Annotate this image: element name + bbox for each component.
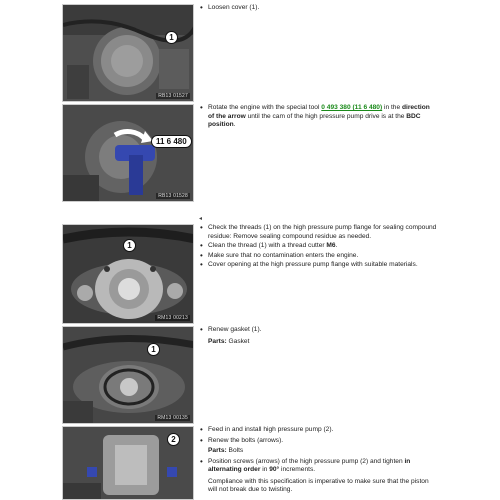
compliance-note: Compliance with this specification is imperative to make sure that the piston will not break due to twisting. [208,477,429,493]
text-run: in the [382,104,402,111]
engine-photo-2 [63,105,194,202]
instruction-bullet [199,104,437,130]
callout-1: 1 [165,31,178,44]
parts-label: Parts: [208,447,227,454]
callout-1: 1 [123,239,136,252]
instruction-bullet: • Check the threads (1) on the high pressure pump flange for sealing compound residue: Remove sealing compound residue as needed. [199,224,437,241]
text-run: increments. [279,466,316,473]
text-run: Rotate the engine with the special tool [208,104,322,111]
special-tool-tag: 11 6 480 [151,135,192,148]
instruction-bullet [199,458,437,475]
image-reference: RB13 01527 [158,93,188,99]
engine-photo-1 [63,5,194,102]
instruction-bullet [199,242,437,251]
instruction-bullet: • Renew the bolts (arrows). [199,437,437,446]
engine-photo-4 [63,327,194,424]
text-run: until the cam of the high pressure pump drive is at the [245,112,407,120]
step-loosen-cover [199,4,437,13]
photo-renew-gasket [62,326,194,424]
photo-rotate-engine [62,104,194,202]
text-run: Clean the thread (1) with a thread cutter [208,242,327,249]
step-rotate-engine [199,104,437,130]
instruction-bullet: • Renew gasket (1). [199,326,437,335]
bold-text: M6 [326,242,336,249]
bold-text: 90° [269,466,280,473]
callout-2: 2 [167,433,180,446]
parts-value: Bolts [228,447,244,454]
photo-install-pump [62,426,194,500]
step-install-pump [199,426,437,495]
image-reference: RM13 00213 [157,315,188,321]
text-run: in [260,466,270,473]
bold-text: in alternating order [208,457,411,473]
instruction-bullet: • Feed in and install high pressure pump (2). [199,426,437,435]
parts-line [199,338,437,347]
step-check-threads [199,224,437,270]
callout-1: 1 [147,343,160,356]
instruction-bullet: • Cover opening at the high pressure pump flange with suitable materials. [199,261,437,270]
step-renew-gasket [199,326,437,346]
parts-label: Parts: [208,337,227,345]
section-marker: ◂ [199,216,203,222]
instruction-bullet: • Loosen cover (1). [199,4,437,13]
text-run: Position screws (arrows) of the high pressure pump (2) and tighten [208,457,405,465]
bold-text: direction of the arrow [208,104,430,120]
image-reference: RM13 00135 [157,415,188,421]
photo-check-threads [62,224,194,324]
text-run: . [335,242,338,249]
photo-loosen-cover [62,4,194,102]
image-reference: RB13 01528 [158,193,188,199]
parts-value: Gasket [228,337,250,345]
parts-line [199,447,437,456]
text-run: . [233,121,236,128]
instruction-bullet: • Make sure that no contamination enters the engine. [199,252,437,261]
special-tool-link[interactable]: 0 493 380 (11 6 480) [321,104,383,111]
bold-text: BDC position [208,112,421,128]
